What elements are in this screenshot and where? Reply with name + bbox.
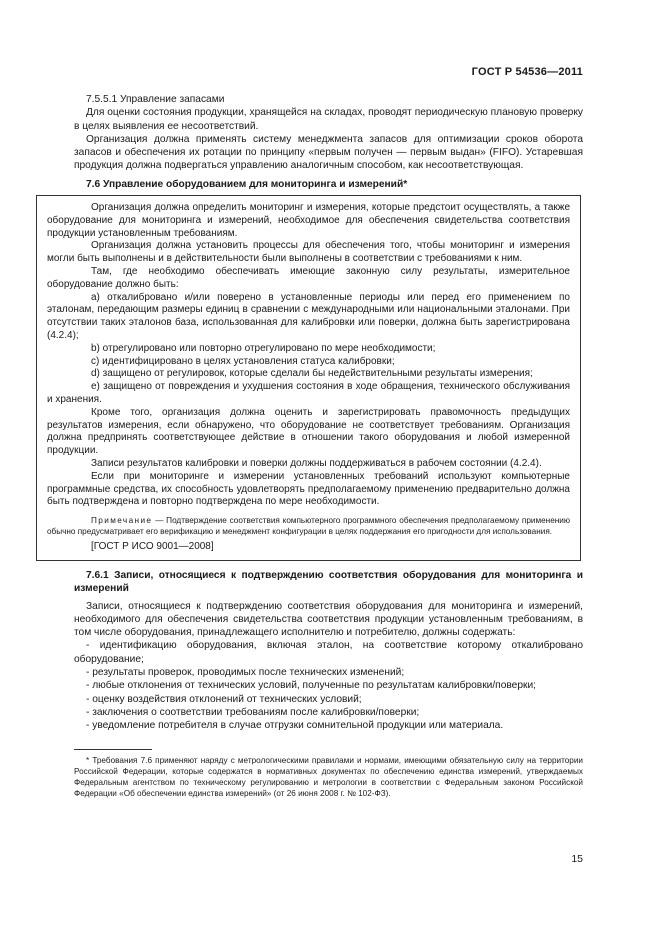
section-7-6-1-heading: 7.6.1 Записи, относящиеся к подтверждению соответствия оборудования для мониторинга и измерений [74, 570, 583, 595]
section-7-5-5-1-heading: 7.5.5.1 Управление запасами [86, 94, 225, 105]
source-reference: [ГОСТ Р ИСО 9001—2008] [91, 541, 214, 553]
box-list-item-c: c) идентифицировано в целях установления статуса калибровки; [91, 355, 395, 367]
note-text: — Подтверждение соответствия компьютерного программного обеспечения предполагаемому применению обычно предусматривает его верификацию и менеджмент конфигурации в целях поддержания его пригодности для использования. [47, 516, 570, 537]
list-item: - любые отклонения от технических условий, полученные по результатам калибровки/поверки; [86, 680, 536, 692]
list-item: - заключения о соответствии требованиям после калибровки/поверки; [86, 706, 420, 718]
box-paragraph: Записи результатов калибровки и поверки должны поддерживаться в рабочем состоянии (4.2.4). [91, 458, 542, 470]
box-list-item-d: d) защищено от регулировок, которые сделали бы недействительными результаты измерения; [91, 368, 533, 380]
list-item: - идентификацию оборудования, включая эталон, на соответствие которому откалибровано оборудование; [74, 640, 583, 665]
box-list-item-e: e) защищено от повреждения и ухудшения состояния в ходе обращения, технического обслуживания и хранения. [47, 381, 570, 406]
box-paragraph: Если при мониторинге и измерении установленных требований используют компьютерные программные средства, их способность удовлетворять предполагаемому применению предварительно должна быть подтверждена и повторно подтверждена по мере необходимости. [47, 470, 570, 508]
section-7-6-heading: 7.6 Управление оборудованием для мониторинга и измерений* [86, 178, 408, 190]
box-paragraph: Там, где необходимо обеспечивать имеющие законную силу результаты, измерительное оборудование должно быть: [47, 266, 570, 290]
list-item: - оценку воздействия отклонений от технических условий; [86, 693, 362, 705]
footnote: * Требования 7.6 применяют наряду с метрологическими правилами и нормами, имеющими обязательную силу на территории Российской Федерации, которые содержатся в нормативных документах по обеспечению единства измерений, утверждаемых Федеральным агентством по техническому регулированию и метрологии в соответствии с Федеральным законом Российской Федерации «Об обеспечении единства измерений» (от 26 июня 2008 г. № 102-ФЗ). [74, 755, 583, 798]
page-content [47, 93, 583, 799]
box-list-item-b: b) отрегулировано или повторно отрегулировано по мере необходимости; [91, 342, 436, 354]
list-item: - результаты проверок, проводимых после технических изменений; [86, 667, 405, 679]
box-note [47, 515, 570, 537]
paragraph: Для оценки состояния продукции, хранящейся на складах, проводят периодическую плановую проверку в целях выявления ее несоответствий. [74, 107, 583, 132]
page-number: 15 [571, 853, 583, 865]
paragraph: Записи, относящиеся к подтверждению соответствия оборудования для мониторинга и измерений, необходимого для обеспечения свидетельства соответствия продукции установленным требованиям, в том числе оборудования, принадлежащего исполнителю и потребителю, должны содержать: [74, 600, 583, 639]
list-item: - уведомление потребителя в случае отгрузки сомнительной продукции или материала. [86, 720, 504, 732]
box-paragraph: Организация должна определить мониторинг и измерения, которые предстоит осуществлять, а также оборудование для мониторинга и измерений, необходимое для обеспечения свидетельства соответствия продукции установленным требованиям. [47, 202, 570, 239]
standard-code-header: ГОСТ Р 54536—2011 [471, 66, 583, 78]
paragraph: Организация должна применять систему менеджмента запасов для оптимизации сроков оборота запасов и обеспечения их ротации по принципу «первым получен — первым выдан» (FIFO). Устаревшая продукция должна подвергаться управлению аналогичным способом, как несоответствующая. [74, 133, 583, 172]
quoted-requirements-box [36, 195, 581, 561]
note-label: Примечание [91, 516, 153, 526]
footnote-divider [74, 749, 152, 750]
box-paragraph: Организация должна установить процессы для обеспечения того, чтобы мониторинг и измерения могли быть выполнены и в действительности были выполнены в соответствии с требованиями к ним. [47, 240, 570, 265]
box-list-item-a: a) откалибровано и/или поверено в установленные периоды или перед его применением по эталонам, передающим размеры единиц в сравнении с международными или национальными эталонами. При отсутствии таких эталонов база, использованная для калибровки или поверки, должна быть зарегистрирована (4.2.4); [47, 291, 570, 342]
box-paragraph: Кроме того, организация должна оценить и зарегистрировать правомочность предыдущих результатов измерения, если обнаружено, что оборудование не соответствует требованиям. Организация должна предпринять соответствующее действие в отношении такого оборудования и любой измеренной продукции. [47, 406, 570, 457]
